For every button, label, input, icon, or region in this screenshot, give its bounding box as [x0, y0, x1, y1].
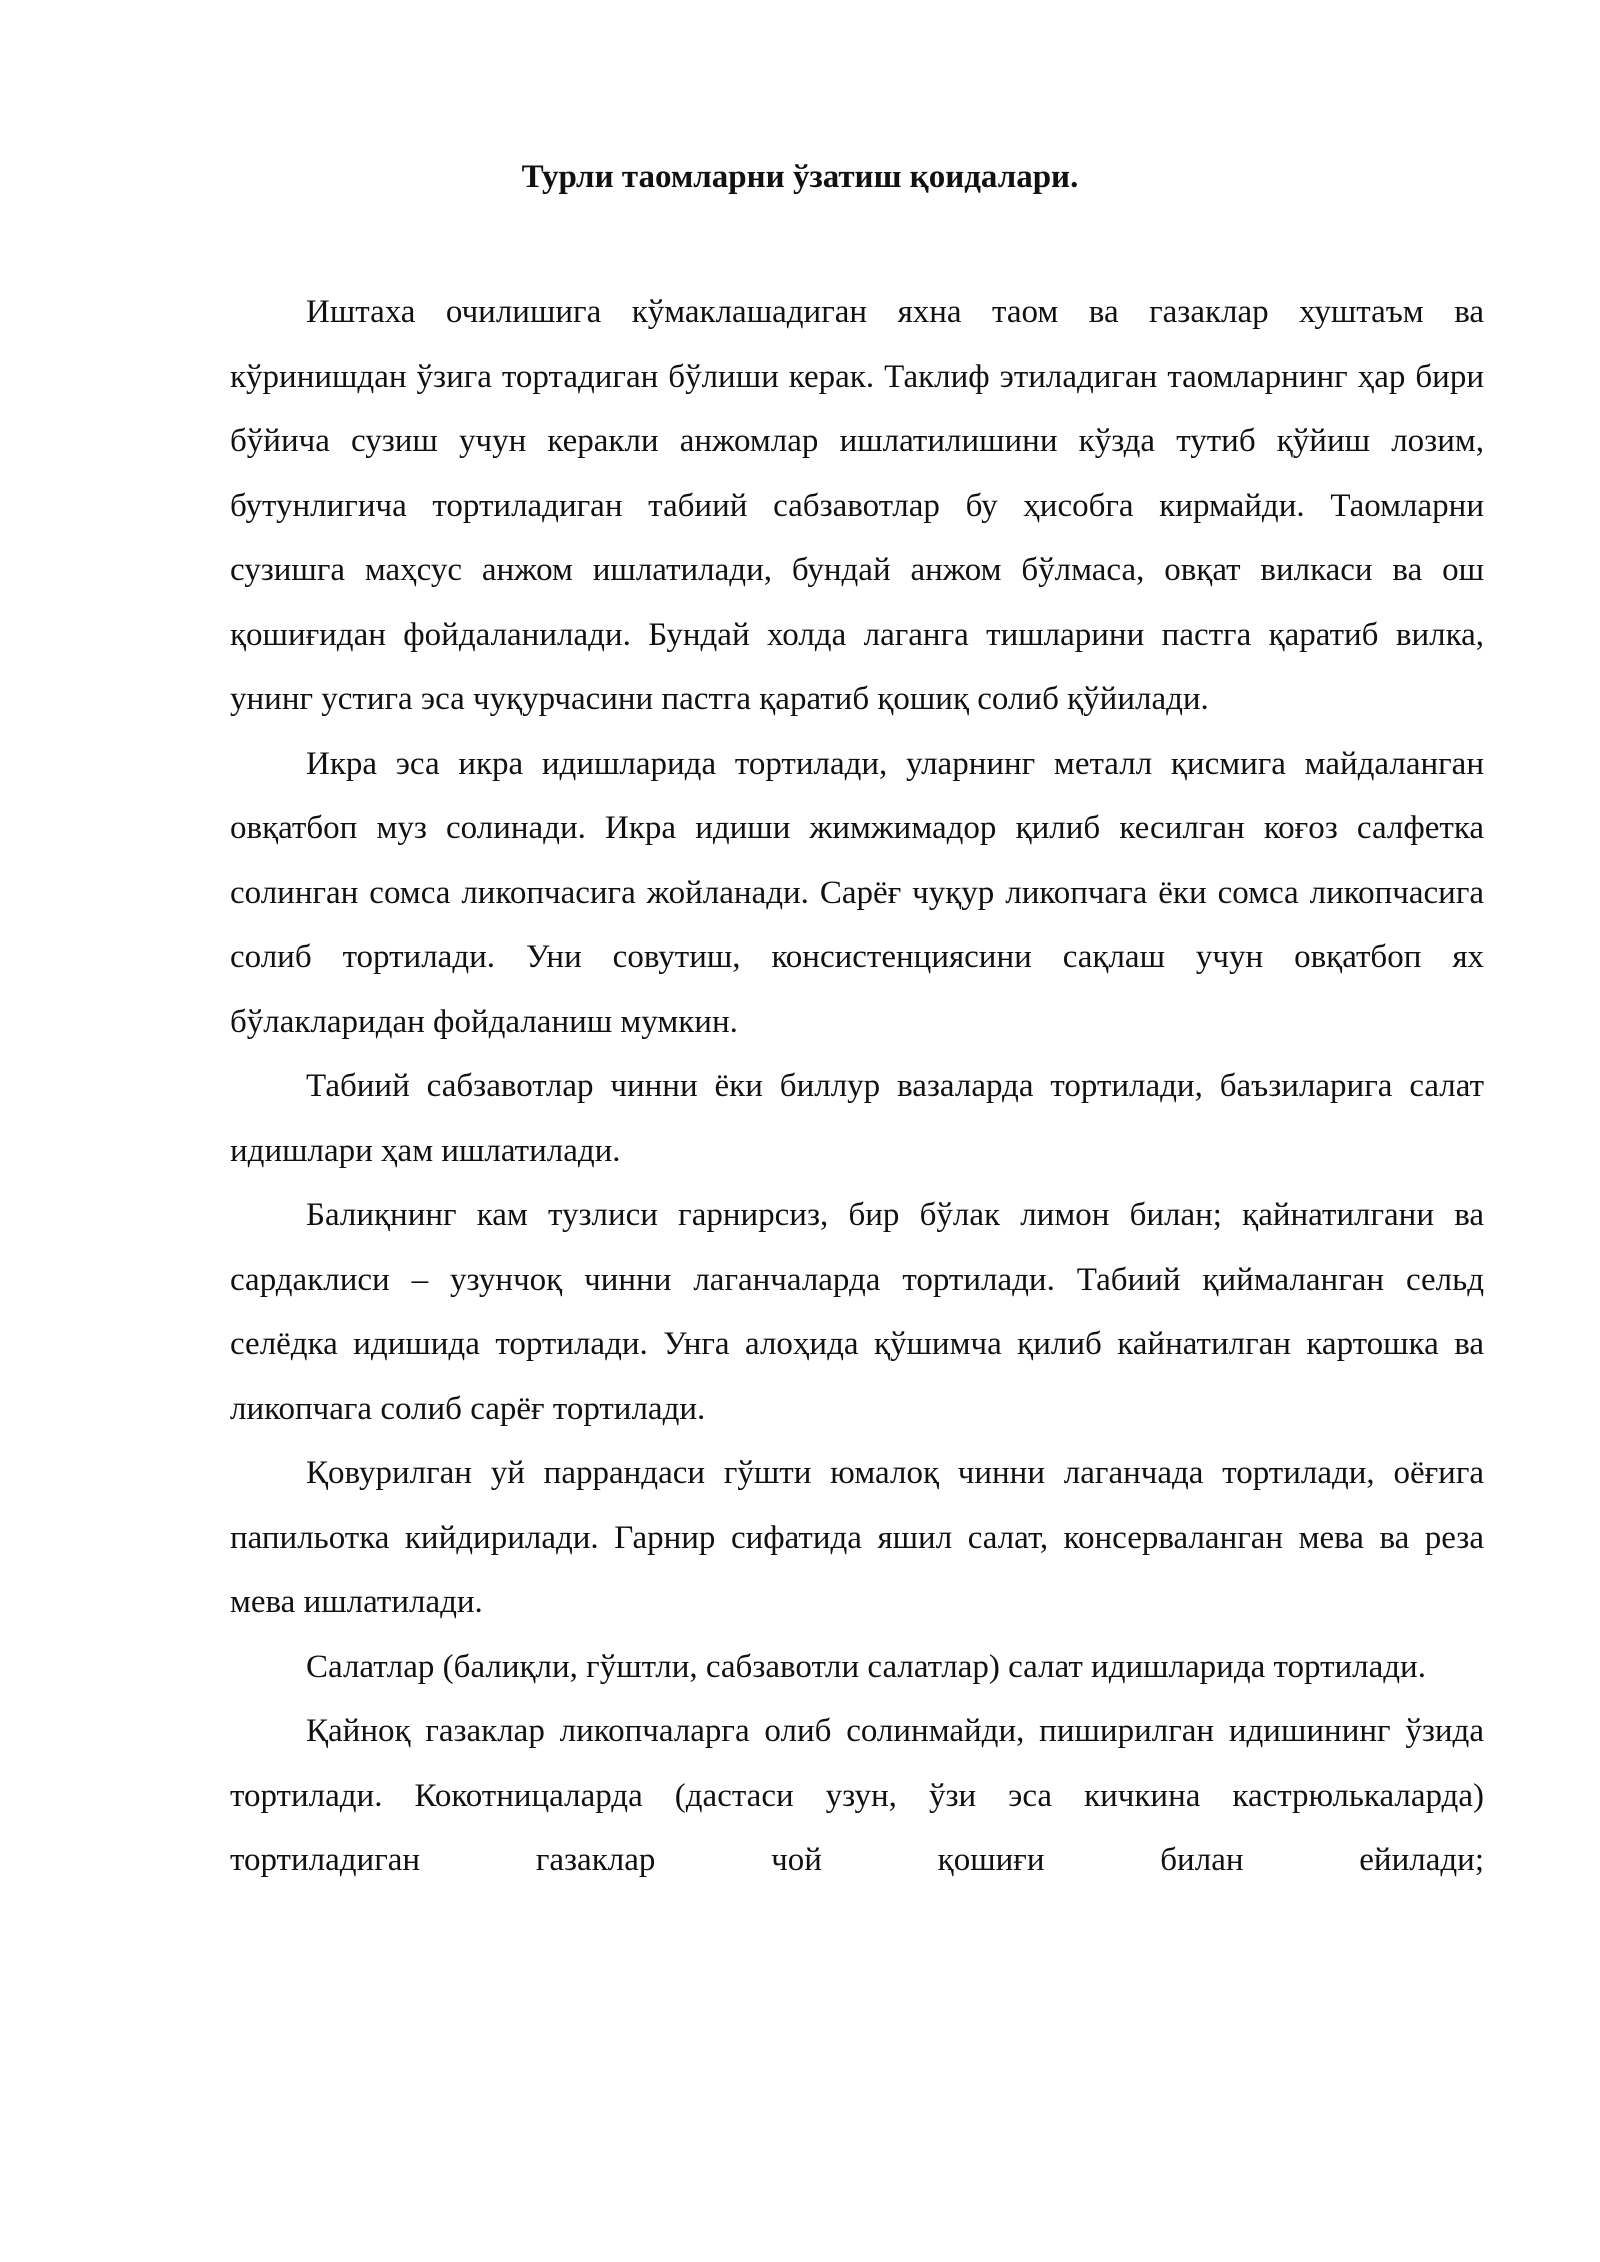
paragraph-fish: Балиқнинг кам тузлиси гарнирсиз, бир бўлак лимон билан; қайнатилгани ва сардаклиси – узунчоқ чинни лаганчаларда тортилади. Табиий қиймаланган сельд селёдка идишида тортилади. Унга алоҳида қўшимча қилиб кайнатилган картошка ва ликопчага солиб сарёғ тортилади. — [230, 1197, 1484, 1427]
paragraph-poultry: Қовурилган уй паррандаси гўшти юмалоқ чинни лаганчада тортилади, оёғига папильотка кийдирилади. Гарнир сифатида яшил салат, консерваланган мева ва реза мева ишлатилади. — [230, 1455, 1484, 1620]
paragraph-hot-appetizers: Қайноқ газаклар ликопчаларга олиб солинмайди, пиширилган идишининг ўзида тортилади. Кокотницаларда (дастаси узун, ўзи эса кичкина кастрюлькаларда) тортиладиган газаклар чой қошиғи билан ейилади; — [230, 1713, 1484, 1878]
paragraph-vegetables: Табиий сабзавотлар чинни ёки биллур вазаларда тортилади, баъзиларига салат идишлари ҳам ишлатилади. — [230, 1068, 1484, 1169]
document-title: Турли таомларни ўзатиш қоидалари. — [521, 159, 1079, 195]
paragraph-salads: Салатлар (балиқли, гўштли, сабзавотли салатлар) салат идишларида тортилади. — [306, 1648, 1426, 1685]
document-body — [230, 280, 1484, 1893]
paragraph-caviar: Икра эса икра идишларида тортилади, уларнинг металл қисмига майдаланган овқатбоп муз солинади. Икра идиши жимжимадор қилиб кесилган коғоз салфетка солинган сомса ликопчасига жойланади. Сарёғ чуқур ликопчага ёки сомса ликопчасига солиб тортилади. Уни совутиш, консистенциясини сақлаш учун овқатбоп ях бўлакларидан фойдаланиш мумкин. — [230, 745, 1484, 1040]
paragraph-cold-appetizers: Иштаха очилишига кўмаклашадиган яхна таом ва газаклар хуштаъм ва кўринишдан ўзига тортадиган бўлиши керак. Таклиф этиладиган таомларнинг ҳар бири бўйича сузиш учун керакли анжомлар ишлатилишини кўзда тутиб қўйиш лозим, бутунлигича тортиладиган табиий сабзавотлар бу ҳисобга кирмайди. Таомларни сузишга маҳсус анжом ишлатилади, бундай анжом бўлмаса, овқат вилкаси ва ош қошиғидан фойдаланилади. Бундай холда лаганга тишларини пастга қаратиб вилка, унинг устига эса чуқурчасини пастга қаратиб қошиқ солиб қўйилади. — [230, 294, 1484, 717]
